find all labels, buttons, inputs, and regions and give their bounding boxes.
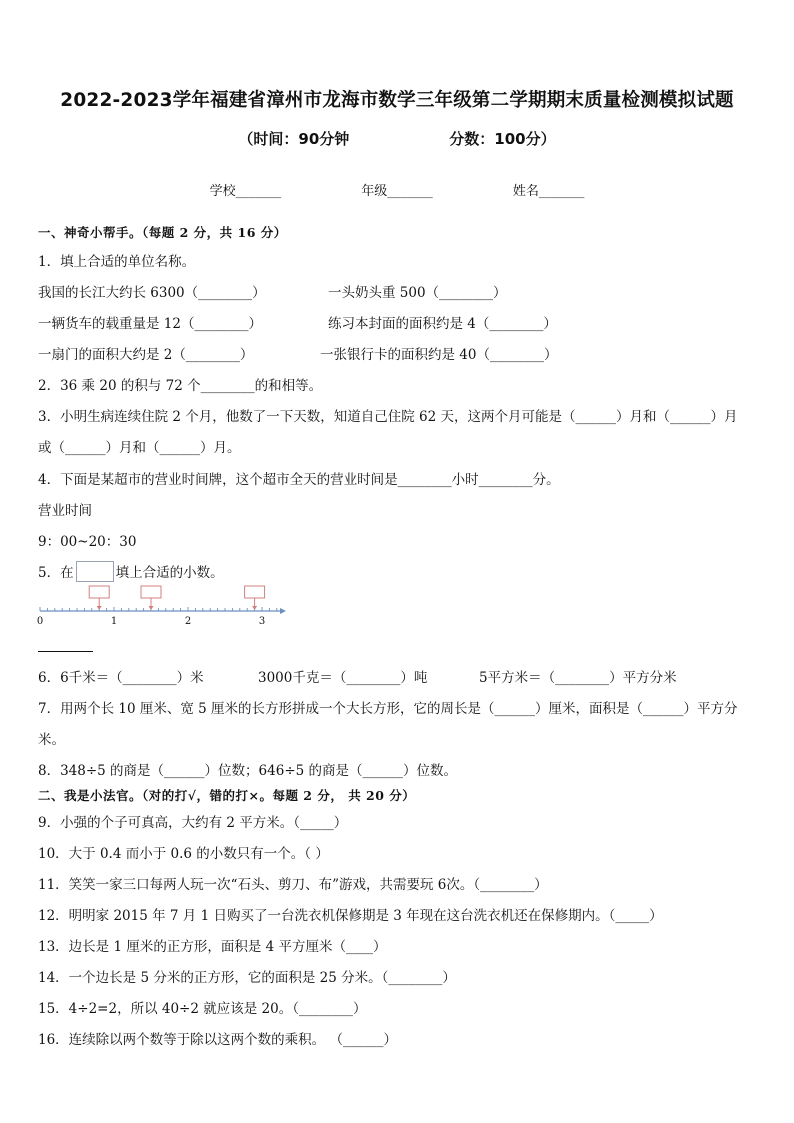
- student-info: [0, 180, 794, 199]
- q5-suffix: 填上合适的小数。: [115, 565, 224, 581]
- answer-pointer-arrow: [149, 606, 154, 610]
- q4-text: 4．下面是某超市的营业时间牌，这个超市全天的营业时间是________小时________分。: [38, 472, 560, 488]
- answer-pointer-arrow: [252, 606, 257, 610]
- q7-text: 7．用两个长 10 厘米、宽 5 厘米的长方形拼成一个大长方形，它的周长是（______）厘米，面积是（______）平方分: [38, 701, 738, 717]
- exam-time: （时间：90分钟: [238, 130, 350, 148]
- judge-item: 10．大于 0.4 而小于 0.6 的小数只有一个。（ ）: [38, 846, 329, 862]
- judge-item: 14．一个边长是 5 分米的正方形，它的面积是 25 分米。（________）: [38, 970, 456, 986]
- judge-item: 13．边长是 1 厘米的正方形，面积是 4 平方厘米（____）: [38, 939, 387, 955]
- answer-box-sample: [76, 561, 114, 582]
- answer-box[interactable]: [89, 586, 109, 598]
- page-title: 2022-2023学年福建省漳州市龙海市数学三年级第二学期期末质量检测模拟试题: [60, 90, 734, 111]
- section1-heading: 一、神奇小帮手。（每题 2 分，共 16 分）: [38, 225, 287, 240]
- answer-box[interactable]: [245, 586, 265, 598]
- judge-item: 11．笑笑一家三口每两人玩一次“石头、剪刀、布”游戏，共需要玩 6次。（________）: [38, 877, 548, 893]
- judge-item: 9．小强的个子可真高，大约有 2 平方米。（_____）: [38, 815, 348, 831]
- exam-time-score: [0, 128, 794, 149]
- judge-item: 12．明明家 2015 年 7 月 1 日购买了一台洗衣机保修期是 3 年现在这台洗衣机还在保修期内。（_____）: [38, 908, 663, 924]
- q1-item: 一张银行卡的面积约是 40（________）: [320, 347, 558, 363]
- exam-score: 分数：100分）: [449, 130, 556, 148]
- q1-item: 一头奶头重 500（________）: [328, 285, 507, 301]
- answer-box[interactable]: [141, 586, 161, 598]
- q1-item: 我国的长江大约长 6300（________）: [38, 285, 266, 301]
- q1-item: 一辆货车的载重量是 12（________）: [38, 316, 262, 332]
- q2-text: 2．36 乘 20 的积与 72 个________的和相等。: [38, 378, 323, 394]
- number-line-label: 1: [110, 616, 118, 627]
- number-line-label: 3: [258, 616, 266, 627]
- divider: [38, 651, 93, 652]
- q3-text-cont: 或（______）月和（______）月。: [38, 440, 241, 456]
- number-line-label: 0: [36, 616, 44, 627]
- section2-heading: 二、我是小法官。（对的打√，错的打×。每题 2 分， 共 20 分）: [38, 788, 416, 803]
- business-hours-title: 营业时间: [38, 503, 92, 519]
- q8-text: 8．348÷5 的商是（______）位数；646÷5 的商是（______）位数。: [38, 763, 458, 779]
- number-line-arrow: [280, 608, 286, 614]
- name-field[interactable]: 姓名_______: [512, 184, 585, 199]
- answer-pointer-arrow: [97, 606, 102, 610]
- q5-text: [38, 561, 224, 582]
- judge-item: 16．连续除以两个数等于除以这两个数的乘积。 （______）: [38, 1032, 397, 1048]
- q6-item: 3000千克＝（________）吨: [258, 670, 428, 686]
- q3-text: 3．小明生病连续住院 2 个月，他数了一下天数，知道自己住院 62 天，这两个月可能是（______）月和（______）月: [38, 409, 738, 425]
- q1-item: 一扇门的面积大约是 2（________）: [38, 347, 254, 363]
- q1-text: 1．填上合适的单位名称。: [38, 254, 196, 270]
- grade-field[interactable]: 年级_______: [361, 184, 433, 199]
- q5-prefix: 5．在: [38, 565, 74, 581]
- number-line: [30, 583, 300, 631]
- judge-item: 15．4÷2=2，所以 40÷2 就应该是 20。（________）: [38, 1001, 367, 1017]
- number-line-label: 2: [184, 616, 192, 627]
- q1-item: 练习本封面的面积约是 4（________）: [328, 316, 557, 332]
- business-hours: 9：00~20：30: [38, 534, 137, 550]
- q7-text-cont: 米。: [38, 732, 65, 748]
- q6-item: 5平方米＝（________）平方分米: [479, 670, 677, 686]
- q6-item: 6．6千米＝（________）米: [38, 670, 204, 686]
- school-field[interactable]: 学校_______: [209, 184, 282, 199]
